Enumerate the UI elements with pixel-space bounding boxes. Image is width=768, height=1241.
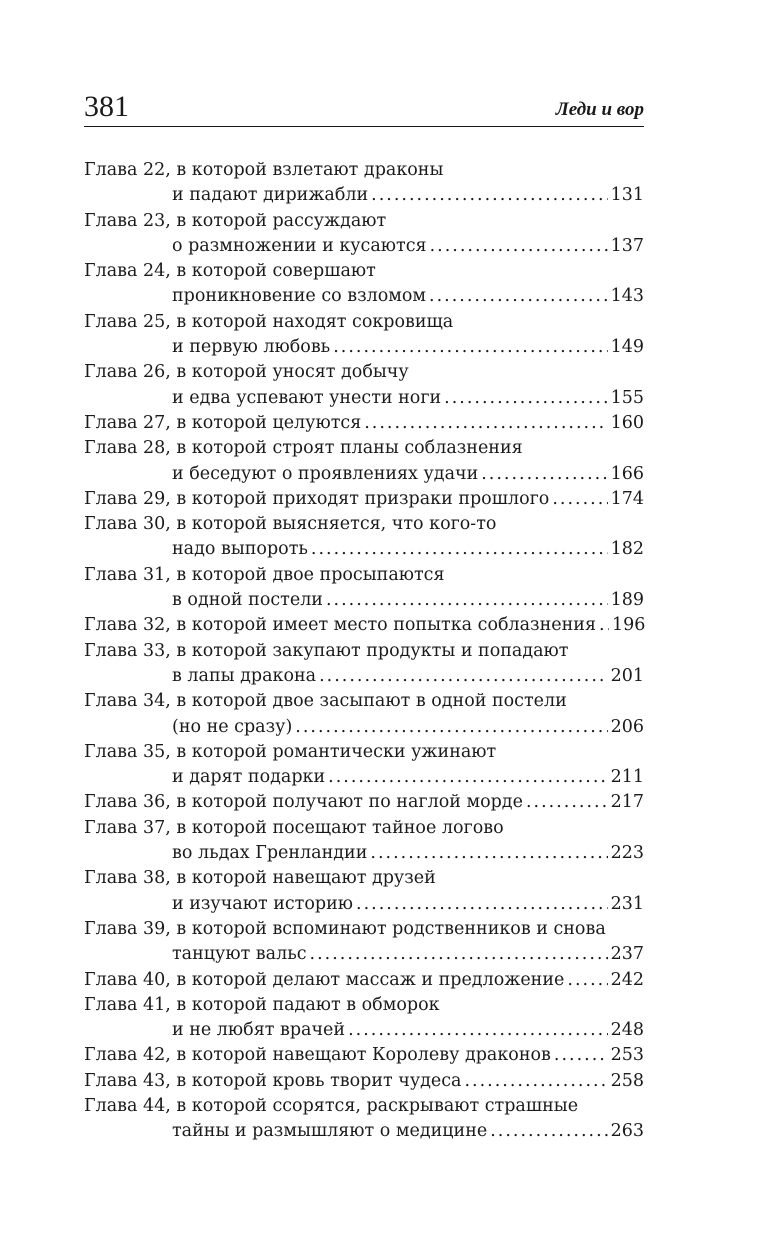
toc-continuation-line xyxy=(84,335,644,360)
toc-title-line xyxy=(84,1043,644,1068)
toc-entry-page: 253 xyxy=(610,1045,644,1066)
toc-entry xyxy=(84,487,644,512)
dot-leader xyxy=(328,765,607,790)
dot-leader xyxy=(364,411,607,436)
dot-leader xyxy=(319,664,607,689)
toc-entry-continuation: надо выпороть xyxy=(172,539,308,560)
toc-entry-title: Глава 40, в которой делают массаж и предложение xyxy=(84,969,565,990)
toc-title-line xyxy=(84,639,644,664)
toc-entry-title: Глава 27, в которой целуются xyxy=(84,412,362,433)
toc-title-line xyxy=(84,1094,644,1119)
toc-entry-page: 231 xyxy=(610,893,644,914)
toc-entry-page: 174 xyxy=(610,488,644,509)
toc-entry-title: Глава 33, в которой закупают продукты и попадают xyxy=(84,640,569,661)
toc-entry-title: Глава 43, в которой кровь творит чудеса xyxy=(84,1070,462,1091)
toc-title-line xyxy=(84,563,644,588)
toc-title-line xyxy=(84,487,644,512)
toc-title-line xyxy=(84,968,644,993)
dot-leader xyxy=(444,386,607,411)
toc-title-line xyxy=(84,917,644,942)
toc-entry-page: 166 xyxy=(610,463,644,484)
toc-entry-continuation: во льдах Гренландии xyxy=(172,843,368,864)
toc-entry-page: 137 xyxy=(610,235,644,256)
toc-title-line xyxy=(84,209,644,234)
dot-leader xyxy=(295,715,607,740)
dot-leader xyxy=(310,942,608,967)
toc-entry-continuation: в одной постели xyxy=(172,590,323,611)
toc-continuation-line xyxy=(84,664,644,689)
toc-entry xyxy=(84,259,644,310)
toc-entry xyxy=(84,866,644,917)
toc-entry-page: 155 xyxy=(610,387,644,408)
toc-entry xyxy=(84,1069,644,1094)
toc-continuation-line xyxy=(84,183,644,208)
toc-continuation-line xyxy=(84,765,644,790)
toc-entry-page: 196 xyxy=(612,615,646,636)
toc-title-line xyxy=(84,512,644,537)
dot-leader xyxy=(333,335,607,360)
toc-entry-page: 143 xyxy=(610,286,644,307)
toc-title-line xyxy=(84,866,644,891)
toc-entry-title: Глава 22, в которой взлетают драконы xyxy=(84,160,444,180)
toc-title-line xyxy=(84,816,644,841)
toc-entry-page: 131 xyxy=(610,185,644,206)
toc-entry xyxy=(84,209,644,260)
toc-entry-continuation: и первую любовь xyxy=(172,337,331,358)
toc-title-line xyxy=(84,689,644,714)
toc-continuation-line xyxy=(84,386,644,411)
toc-entry xyxy=(84,310,644,361)
toc-entry-page: 237 xyxy=(610,944,644,965)
toc-entry-page: 217 xyxy=(610,792,644,813)
toc-entry-continuation: и падают дирижабли xyxy=(172,185,369,206)
toc-entry xyxy=(84,158,644,209)
toc-entry xyxy=(84,917,644,968)
toc-entry xyxy=(84,512,644,563)
toc-entry-title: Глава 36, в которой получают по наглой морде xyxy=(84,792,523,813)
toc-title-line xyxy=(84,411,644,436)
dot-leader xyxy=(356,892,608,917)
toc-entry xyxy=(84,816,644,867)
toc-entry-page: 263 xyxy=(610,1121,644,1142)
toc-continuation-line xyxy=(84,942,644,967)
toc-continuation-line xyxy=(84,284,644,309)
toc-entry-page: 248 xyxy=(610,1020,644,1041)
dot-leader xyxy=(326,588,608,613)
toc-title-line xyxy=(84,740,644,765)
toc-entry xyxy=(84,740,644,791)
toc-entry xyxy=(84,968,644,993)
toc-entry-page: 201 xyxy=(610,665,644,686)
toc-entry-page: 223 xyxy=(610,843,644,864)
toc-entry-continuation: и дарят подарки xyxy=(172,767,326,788)
toc-entry xyxy=(84,360,644,411)
toc-entry-title: Глава 31, в которой двое просыпаются xyxy=(84,564,445,585)
toc-continuation-line xyxy=(84,892,644,917)
dot-leader xyxy=(567,968,607,993)
toc-entry-title: Глава 35, в которой романтически ужинают xyxy=(84,741,497,762)
toc-title-line xyxy=(84,993,644,1018)
page-header xyxy=(84,86,644,127)
toc-entry xyxy=(84,436,644,487)
toc-continuation-line xyxy=(84,841,644,866)
toc-entry-title: Глава 39, в которой вспоминают родственников и снова xyxy=(84,918,606,939)
toc-continuation-line xyxy=(84,537,644,562)
toc-entry xyxy=(84,613,644,638)
toc-title-line xyxy=(84,613,644,638)
dot-leader xyxy=(430,234,608,259)
toc-entry-page: 189 xyxy=(610,590,644,611)
toc-title-line xyxy=(84,1069,644,1094)
toc-entry-continuation: тайны и размышляют о медицине xyxy=(172,1121,488,1142)
toc-entry-continuation: в лапы дракона xyxy=(172,665,317,686)
toc-title-line xyxy=(84,158,644,183)
toc-entry-title: Глава 34, в которой двое засыпают в одной постели xyxy=(84,691,567,712)
dot-leader xyxy=(429,284,608,309)
toc-entry-title: Глава 37, в которой посещают тайное логово xyxy=(84,817,504,838)
toc-entry-title: Глава 24, в которой совершают xyxy=(84,261,376,282)
dot-leader xyxy=(554,1043,608,1068)
toc-entry-page: 242 xyxy=(610,969,644,990)
toc-entry-continuation: проникновение со взломом xyxy=(172,286,427,307)
toc-entry-continuation: о размножении и кусаются xyxy=(172,235,427,256)
toc-entry-continuation: и изучают историю xyxy=(172,893,353,914)
toc-entry-continuation: и не любят врачей xyxy=(172,1020,346,1041)
dot-leader xyxy=(370,841,607,866)
toc-continuation-line xyxy=(84,715,644,740)
toc-entry-title: Глава 25, в которой находят сокровища xyxy=(84,311,454,332)
toc-title-line xyxy=(84,360,644,385)
toc-title-line xyxy=(84,790,644,815)
toc-entry-page: 160 xyxy=(610,412,644,433)
toc-entry xyxy=(84,639,644,690)
toc-title-line xyxy=(84,310,644,335)
toc-entry xyxy=(84,689,644,740)
toc-entry xyxy=(84,993,644,1044)
toc-entry-title: Глава 23, в которой рассуждают xyxy=(84,210,387,231)
dot-leader xyxy=(490,1119,607,1144)
toc-entry-page: 149 xyxy=(610,337,644,358)
toc-entry xyxy=(84,563,644,614)
dot-leader xyxy=(526,790,608,815)
toc-continuation-line xyxy=(84,588,644,613)
toc-entry-title: Глава 29, в которой приходят призраки прошлого xyxy=(84,488,550,509)
toc-entry-page: 206 xyxy=(610,716,644,737)
toc-continuation-line xyxy=(84,1018,644,1043)
toc-title-line xyxy=(84,259,644,284)
dot-leader xyxy=(348,1018,608,1043)
dot-leader xyxy=(311,537,608,562)
toc-entry-title: Глава 38, в которой навещают друзей xyxy=(84,868,436,889)
dot-leader xyxy=(371,183,607,208)
dot-leader xyxy=(464,1069,607,1094)
toc-entry-title: Глава 28, в которой строят планы соблазнения xyxy=(84,438,523,459)
toc-entry-title: Глава 44, в которой ссорятся, раскрывают страшные xyxy=(84,1095,579,1116)
toc-entry xyxy=(84,1043,644,1068)
toc-continuation-line xyxy=(84,1119,644,1144)
toc-entry-title: Глава 42, в которой навещают Королеву драконов xyxy=(84,1045,551,1066)
toc-title-line xyxy=(84,436,644,461)
toc-entry-continuation: танцуют вальс xyxy=(172,944,307,965)
toc-continuation-line xyxy=(84,462,644,487)
dot-leader xyxy=(552,487,607,512)
dot-leader xyxy=(481,462,607,487)
toc-continuation-line xyxy=(84,234,644,259)
toc-entry-title: Глава 30, в которой выясняется, что кого-то xyxy=(84,514,497,535)
toc-entry xyxy=(84,1094,644,1145)
toc-entry-title: Глава 26, в которой уносят добычу xyxy=(84,362,409,383)
running-title: Леди и вор xyxy=(555,99,644,120)
page-number: 381 xyxy=(84,90,129,123)
toc-entry xyxy=(84,790,644,815)
toc-entry-title: Глава 32, в которой имеет место попытка соблазнения xyxy=(84,615,596,636)
dot-leader xyxy=(599,613,609,638)
table-of-contents xyxy=(84,158,644,1145)
toc-entry-title: Глава 41, в которой падают в обморок xyxy=(84,994,440,1015)
toc-entry-page: 182 xyxy=(610,539,644,560)
toc-entry-continuation: и едва успевают унести ноги xyxy=(172,387,442,408)
toc-entry-continuation: (но не сразу) xyxy=(172,716,293,737)
toc-entry-continuation: и беседуют о проявлениях удачи xyxy=(172,463,479,484)
toc-entry-page: 211 xyxy=(610,767,644,788)
toc-entry xyxy=(84,411,644,436)
toc-entry-page: 258 xyxy=(610,1070,644,1091)
